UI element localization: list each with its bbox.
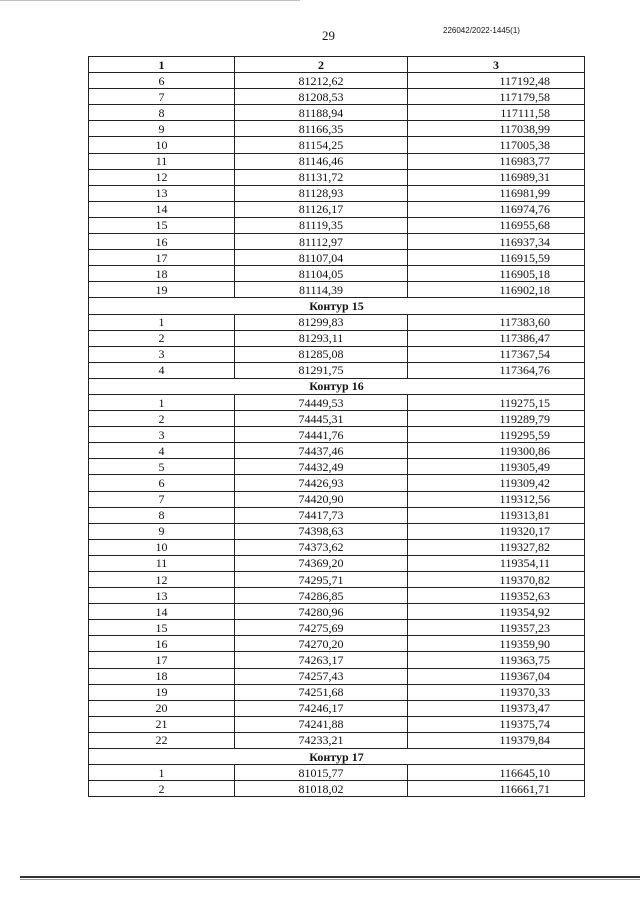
coordinate-y-cell: 117364,76 [408, 362, 585, 378]
coordinate-y-cell: 116981,99 [408, 185, 585, 201]
coordinate-y-cell: 117192,48 [408, 73, 585, 89]
table-row [89, 121, 585, 137]
coordinate-y-cell: 116983,77 [408, 153, 585, 169]
coordinate-x-cell: 81119,35 [235, 217, 408, 233]
coordinate-y-cell: 119309,42 [408, 475, 585, 491]
coordinate-x-cell: 74246,17 [235, 700, 408, 716]
table-row [89, 73, 585, 89]
table-row [89, 652, 585, 668]
bottom-divider [20, 876, 640, 878]
document-code: 226042/2022-1445(1) [443, 26, 520, 35]
coordinate-y-cell: 119359,90 [408, 636, 585, 652]
table-row [89, 765, 585, 781]
point-number-cell: 4 [89, 362, 235, 378]
coordinate-y-cell: 119313,81 [408, 507, 585, 523]
point-number-cell: 13 [89, 588, 235, 604]
coordinate-x-cell: 81126,17 [235, 201, 408, 217]
table-row [89, 153, 585, 169]
table-row [89, 362, 585, 378]
point-number-cell: 16 [89, 234, 235, 250]
table-row [89, 604, 585, 620]
point-number-cell: 18 [89, 668, 235, 684]
table-row [89, 732, 585, 748]
coordinate-y-cell: 119379,84 [408, 732, 585, 748]
coordinate-y-cell: 119312,56 [408, 491, 585, 507]
coordinate-x-cell: 74295,71 [235, 572, 408, 588]
table-row [89, 314, 585, 330]
table-row [89, 346, 585, 362]
coordinate-x-cell: 81128,93 [235, 185, 408, 201]
coordinate-x-cell: 74263,17 [235, 652, 408, 668]
point-number-cell: 13 [89, 185, 235, 201]
coordinate-x-cell: 74432,49 [235, 459, 408, 475]
table-body [89, 73, 585, 797]
point-number-cell: 6 [89, 73, 235, 89]
coordinate-y-cell: 117005,38 [408, 137, 585, 153]
coordinate-x-cell: 74445,31 [235, 411, 408, 427]
point-number-cell: 1 [89, 314, 235, 330]
coordinate-x-cell: 81188,94 [235, 105, 408, 121]
table-row [89, 330, 585, 346]
table-row [89, 394, 585, 410]
table-row [89, 475, 585, 491]
point-number-cell: 4 [89, 443, 235, 459]
coordinate-y-cell: 119373,47 [408, 700, 585, 716]
table-row [89, 491, 585, 507]
point-number-cell: 5 [89, 459, 235, 475]
coordinate-x-cell: 81285,08 [235, 346, 408, 362]
coordinate-y-cell: 119275,15 [408, 394, 585, 410]
coordinate-x-cell: 74420,90 [235, 491, 408, 507]
coordinate-y-cell: 119354,92 [408, 604, 585, 620]
point-number-cell: 21 [89, 716, 235, 732]
point-number-cell: 12 [89, 572, 235, 588]
point-number-cell: 12 [89, 169, 235, 185]
point-number-cell: 17 [89, 250, 235, 266]
section-row [89, 298, 585, 314]
point-number-cell: 17 [89, 652, 235, 668]
coordinate-y-cell: 116661,71 [408, 781, 585, 797]
column-header-2: 2 [235, 57, 408, 73]
coordinate-y-cell: 119357,23 [408, 620, 585, 636]
coordinate-x-cell: 74417,73 [235, 507, 408, 523]
table-row [89, 105, 585, 121]
point-number-cell: 8 [89, 105, 235, 121]
section-title: Контур 16 [89, 378, 585, 394]
coordinate-x-cell: 74233,21 [235, 732, 408, 748]
point-number-cell: 20 [89, 700, 235, 716]
coordinate-x-cell: 74251,68 [235, 684, 408, 700]
coordinate-y-cell: 119363,75 [408, 652, 585, 668]
table-row [89, 588, 585, 604]
table-row [89, 700, 585, 716]
point-number-cell: 16 [89, 636, 235, 652]
table-row [89, 234, 585, 250]
table-row [89, 250, 585, 266]
point-number-cell: 19 [89, 282, 235, 298]
coordinate-x-cell: 74373,62 [235, 539, 408, 555]
table-row [89, 620, 585, 636]
coordinate-x-cell: 81112,97 [235, 234, 408, 250]
coordinate-x-cell: 74449,53 [235, 394, 408, 410]
point-number-cell: 15 [89, 620, 235, 636]
coordinate-x-cell: 74286,85 [235, 588, 408, 604]
section-title: Контур 15 [89, 298, 585, 314]
coordinate-x-cell: 81208,53 [235, 89, 408, 105]
table-row [89, 217, 585, 233]
coordinate-y-cell: 116902,18 [408, 282, 585, 298]
coordinate-y-cell: 116955,68 [408, 217, 585, 233]
coordinate-y-cell: 116937,34 [408, 234, 585, 250]
coordinate-x-cell: 81015,77 [235, 765, 408, 781]
table-row [89, 266, 585, 282]
coordinate-y-cell: 116974,76 [408, 201, 585, 217]
coordinate-y-cell: 119354,11 [408, 555, 585, 571]
coordinate-y-cell: 117383,60 [408, 314, 585, 330]
table-row [89, 668, 585, 684]
coordinate-x-cell: 81299,83 [235, 314, 408, 330]
section-row [89, 378, 585, 394]
coordinate-x-cell: 74257,43 [235, 668, 408, 684]
table-row [89, 443, 585, 459]
point-number-cell: 6 [89, 475, 235, 491]
table-row [89, 781, 585, 797]
coordinate-x-cell: 81146,46 [235, 153, 408, 169]
table-row [89, 572, 585, 588]
coordinates-table [88, 56, 585, 797]
coordinate-x-cell: 74398,63 [235, 523, 408, 539]
coordinate-x-cell: 74241,88 [235, 716, 408, 732]
coordinate-x-cell: 81018,02 [235, 781, 408, 797]
coordinate-x-cell: 74426,93 [235, 475, 408, 491]
coordinate-y-cell: 117038,99 [408, 121, 585, 137]
page-number: 29 [322, 28, 335, 43]
point-number-cell: 3 [89, 346, 235, 362]
point-number-cell: 15 [89, 217, 235, 233]
table-row [89, 169, 585, 185]
coordinate-y-cell: 119295,59 [408, 427, 585, 443]
coordinate-y-cell: 119327,82 [408, 539, 585, 555]
table-row [89, 201, 585, 217]
coordinate-y-cell: 119375,74 [408, 716, 585, 732]
table-row [89, 427, 585, 443]
table-row [89, 411, 585, 427]
coordinate-y-cell: 117367,54 [408, 346, 585, 362]
point-number-cell: 14 [89, 604, 235, 620]
coordinate-y-cell: 119370,82 [408, 572, 585, 588]
table-row [89, 185, 585, 201]
top-divider [0, 0, 300, 1]
point-number-cell: 8 [89, 507, 235, 523]
section-title: Контур 17 [89, 749, 585, 765]
coordinate-y-cell: 116905,18 [408, 266, 585, 282]
point-number-cell: 19 [89, 684, 235, 700]
point-number-cell: 9 [89, 523, 235, 539]
coordinate-x-cell: 81107,04 [235, 250, 408, 266]
point-number-cell: 11 [89, 153, 235, 169]
coordinate-x-cell: 81291,75 [235, 362, 408, 378]
point-number-cell: 7 [89, 491, 235, 507]
table-header-row [89, 57, 585, 73]
point-number-cell: 2 [89, 330, 235, 346]
coordinate-x-cell: 74280,96 [235, 604, 408, 620]
coordinate-y-cell: 116645,10 [408, 765, 585, 781]
table-row [89, 89, 585, 105]
point-number-cell: 7 [89, 89, 235, 105]
coordinate-x-cell: 74270,20 [235, 636, 408, 652]
point-number-cell: 2 [89, 411, 235, 427]
point-number-cell: 10 [89, 539, 235, 555]
table-row [89, 523, 585, 539]
table-row [89, 459, 585, 475]
column-header-3: 3 [408, 57, 585, 73]
point-number-cell: 2 [89, 781, 235, 797]
coordinate-x-cell: 81166,35 [235, 121, 408, 137]
point-number-cell: 1 [89, 765, 235, 781]
coordinate-y-cell: 119367,04 [408, 668, 585, 684]
table-row [89, 555, 585, 571]
coordinate-y-cell: 117386,47 [408, 330, 585, 346]
coordinate-x-cell: 81131,72 [235, 169, 408, 185]
point-number-cell: 3 [89, 427, 235, 443]
coordinate-x-cell: 81114,39 [235, 282, 408, 298]
table-row [89, 539, 585, 555]
table-row [89, 684, 585, 700]
coordinate-y-cell: 119305,49 [408, 459, 585, 475]
bottom-divider-thin [20, 879, 640, 880]
coordinate-y-cell: 119370,33 [408, 684, 585, 700]
coordinate-x-cell: 74275,69 [235, 620, 408, 636]
coordinate-y-cell: 116989,31 [408, 169, 585, 185]
section-row [89, 749, 585, 765]
point-number-cell: 18 [89, 266, 235, 282]
coordinate-y-cell: 119300,86 [408, 443, 585, 459]
coordinate-x-cell: 81293,11 [235, 330, 408, 346]
table-row [89, 282, 585, 298]
coordinate-y-cell: 119320,17 [408, 523, 585, 539]
coordinate-x-cell: 74369,20 [235, 555, 408, 571]
coordinate-y-cell: 119289,79 [408, 411, 585, 427]
table-row [89, 507, 585, 523]
coordinate-x-cell: 74437,46 [235, 443, 408, 459]
point-number-cell: 1 [89, 394, 235, 410]
coordinate-y-cell: 116915,59 [408, 250, 585, 266]
column-header-1: 1 [89, 57, 235, 73]
point-number-cell: 11 [89, 555, 235, 571]
coordinate-x-cell: 81212,62 [235, 73, 408, 89]
coordinate-x-cell: 81154,25 [235, 137, 408, 153]
point-number-cell: 10 [89, 137, 235, 153]
table-row [89, 636, 585, 652]
coordinate-y-cell: 117111,58 [408, 105, 585, 121]
table-row [89, 137, 585, 153]
point-number-cell: 14 [89, 201, 235, 217]
table-row [89, 716, 585, 732]
coordinate-x-cell: 74441,76 [235, 427, 408, 443]
coordinate-y-cell: 117179,58 [408, 89, 585, 105]
coordinate-y-cell: 119352,63 [408, 588, 585, 604]
point-number-cell: 9 [89, 121, 235, 137]
point-number-cell: 22 [89, 732, 235, 748]
coordinate-x-cell: 81104,05 [235, 266, 408, 282]
